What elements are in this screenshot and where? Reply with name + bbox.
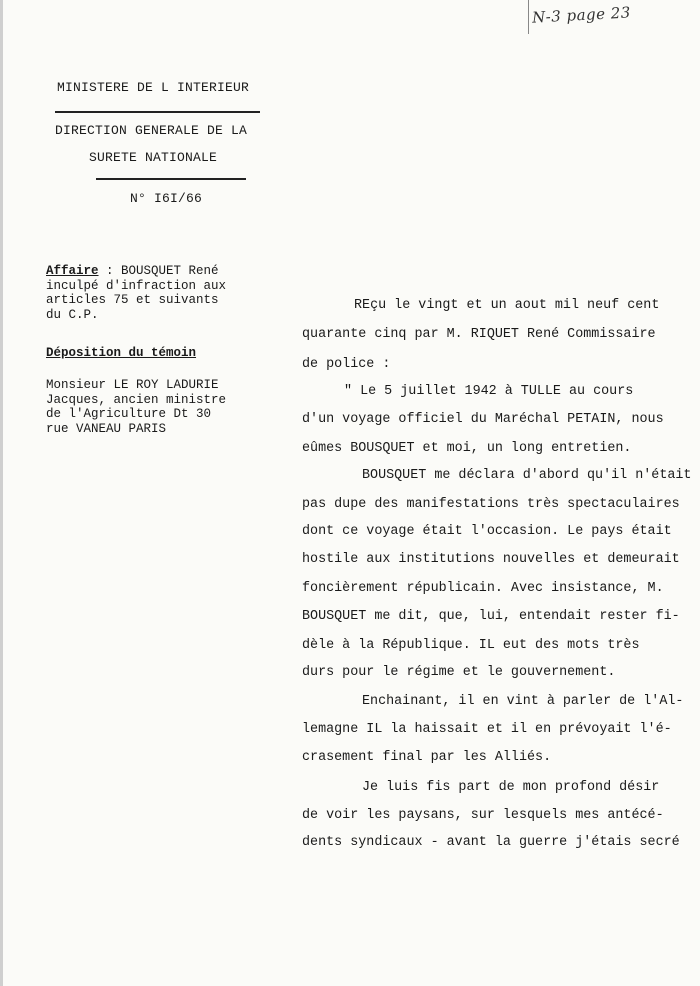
affaire-label: Affaire [46, 264, 99, 278]
body-line: lemagne IL la haissait et il en prévoyait l'é- [302, 722, 672, 737]
body-line: BOUSQUET me dit, que, lui, entendait rester fi- [302, 609, 680, 624]
direction-heading-line1: DIRECTION GENERALE DE LA [55, 123, 248, 138]
witness-block [46, 378, 226, 436]
body-line: eûmes BOUSQUET et moi, un long entretien. [302, 441, 632, 456]
reference-number: N° I6I/66 [130, 191, 203, 206]
body-line: durs pour le régime et le gouvernement. [302, 665, 616, 680]
handwritten-page-annotation: N-3 page 23 [531, 3, 632, 27]
body-line: foncièrement républicain. Avec insistance, M. [302, 581, 664, 596]
affaire-line3: articles 75 et suivants [46, 293, 219, 307]
witness-heading: Déposition du témoin [46, 346, 197, 360]
body-line: crasement final par les Alliés. [302, 750, 552, 765]
header-rule-top [55, 111, 260, 113]
body-line: dèle à la République. IL eut des mots très [302, 638, 640, 653]
witness-line1: Monsieur LE ROY LADURIE [46, 378, 219, 392]
witness-line2: Jacques, ancien ministre [46, 392, 227, 407]
ministry-heading: MINISTERE DE L INTERIEUR [57, 80, 250, 95]
body-line: dont ce voyage était l'occasion. Le pays était [302, 524, 672, 539]
witness-heading-block [46, 346, 196, 361]
body-line: Enchainant, il en vint à parler de l'Al- [362, 694, 684, 709]
body-line: quarante cinq par M. RIQUET René Commissaire [302, 327, 656, 342]
body-line: dents syndicaux - avant la guerre j'étais secré [302, 835, 680, 850]
direction-heading-line2: SURETE NATIONALE [89, 150, 218, 165]
body-line: d'un voyage officiel du Maréchal PETAIN, nous [302, 412, 664, 427]
body-line: " Le 5 juillet 1942 à TULLE au cours [344, 384, 634, 399]
body-line: BOUSQUET me déclara d'abord qu'il n'était [362, 468, 692, 483]
body-line: pas dupe des manifestations très spectaculaires [302, 497, 680, 512]
affaire-line4: du C.P. [46, 307, 99, 322]
body-line: de police : [302, 357, 391, 372]
body-line: REçu le vingt et un aout mil neuf cent [354, 298, 660, 313]
affaire-line2: inculpé d'infraction aux [46, 278, 227, 293]
body-line: de voir les paysans, sur lesquels mes antécé- [302, 808, 664, 823]
body-line: hostile aux institutions nouvelles et demeurait [302, 552, 680, 567]
annotation-border [528, 0, 529, 34]
affaire-block [46, 264, 226, 322]
witness-line4: rue VANEAU PARIS [46, 421, 167, 436]
header-rule-bottom [96, 178, 246, 180]
affaire-line1: : BOUSQUET René [98, 264, 219, 278]
page-edge-shadow [0, 0, 3, 986]
witness-line3: de l'Agriculture Dt 30 [46, 407, 212, 421]
body-line: Je luis fis part de mon profond désir [362, 780, 660, 795]
